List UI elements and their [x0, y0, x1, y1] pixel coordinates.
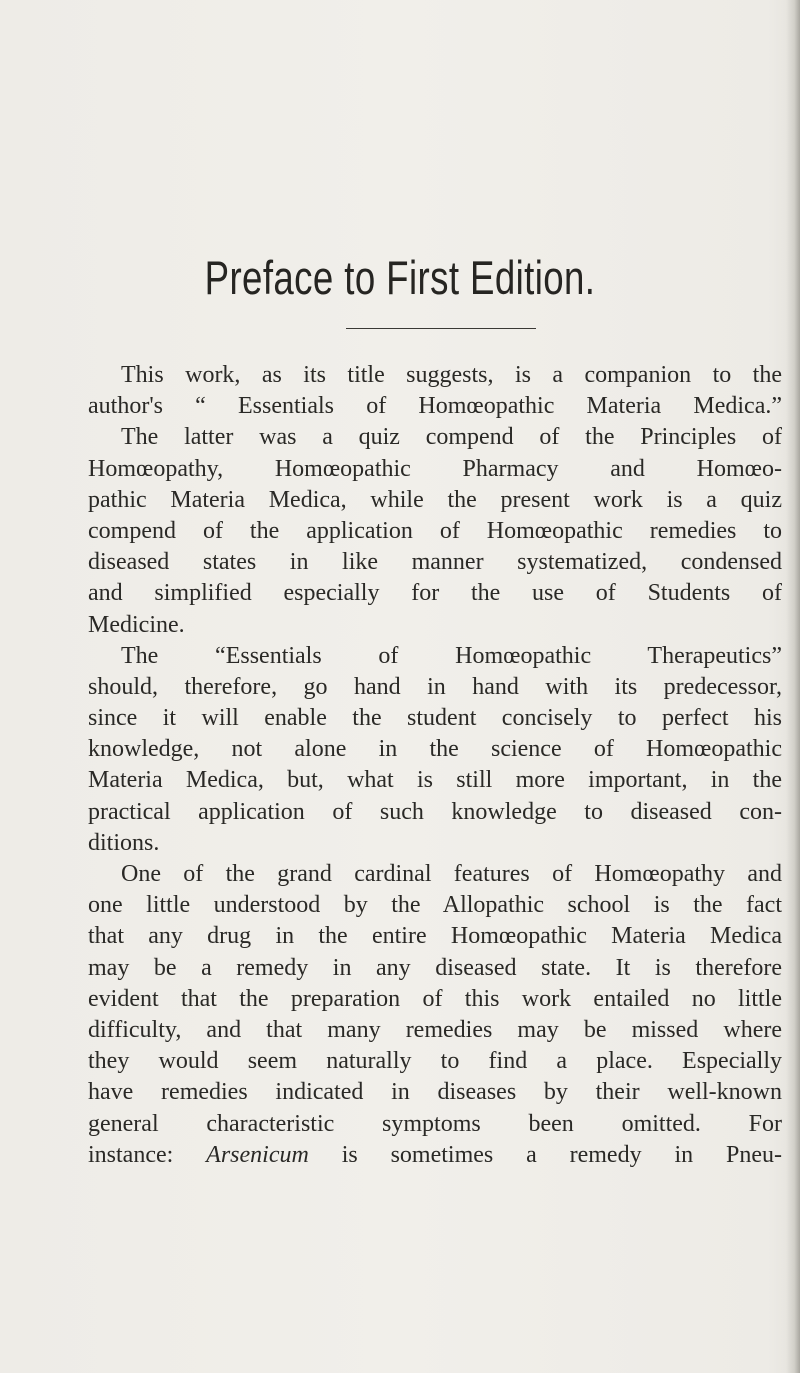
- text-line: they would seem naturally to find a place. Especially: [88, 1048, 782, 1075]
- text-line: compend of the application of Homœopathic remedies to: [88, 517, 782, 544]
- text-line: The latter was a quiz compend of the Principles of: [121, 424, 782, 451]
- text-line: that any drug in the entire Homœopathic Materia Medica: [88, 923, 782, 950]
- title-rule: [346, 328, 536, 329]
- text-fragment: instance:: [88, 1141, 207, 1168]
- text-line: Materia Medica, but, what is still more important, in the: [88, 767, 782, 794]
- text-line: evident that the preparation of this work entailed no little: [88, 985, 782, 1012]
- text-line-final: [88, 1140, 782, 1171]
- text-line: and simplified especially for the use of Students of: [88, 580, 782, 607]
- text-line: knowledge, not alone in the science of Homœopathic: [88, 736, 782, 763]
- text-line: should, therefore, go hand in hand with its predecessor,: [88, 673, 782, 700]
- text-line: difficulty, and that many remedies may be missed where: [88, 1016, 782, 1043]
- page-edge-shadow: [786, 0, 800, 1373]
- text-line: The “Essentials of Homœopathic Therapeutics”: [121, 642, 782, 669]
- text-line: may be a remedy in any diseased state. It is therefore: [88, 954, 782, 981]
- text-line: One of the grand cardinal features of Homœopathy and: [121, 861, 782, 887]
- text-line: Medicine.: [88, 611, 185, 638]
- text-line: since it will enable the student concisely to perfect his: [88, 705, 782, 732]
- italic-remedy-name: Arsenicum: [206, 1141, 309, 1168]
- text-line: Homœopathy, Homœopathic Pharmacy and Homœo-: [88, 455, 782, 482]
- text-line: ditions.: [88, 829, 160, 856]
- text-line: one little understood by the Allopathic school is the fact: [88, 892, 782, 919]
- text-line: practical application of such knowledge to diseased con-: [88, 798, 782, 825]
- text-line: This work, as its title suggests, is a companion to the: [121, 362, 782, 388]
- text-line: diseased states in like manner systematized, condensed: [88, 549, 782, 576]
- text-line: general characteristic symptoms been omitted. For: [88, 1110, 782, 1137]
- text-line: author's “ Essentials of Homœopathic Materia Medica.”: [88, 393, 782, 420]
- text-line: pathic Materia Medica, while the present work is a quiz: [88, 486, 782, 513]
- page-title: Preface to First Edition.: [204, 251, 596, 304]
- text-fragment: is sometimes a remedy in Pneu-: [308, 1141, 782, 1168]
- text-line: have remedies indicated in diseases by their well-known: [88, 1079, 782, 1106]
- preface-body: [88, 360, 782, 1171]
